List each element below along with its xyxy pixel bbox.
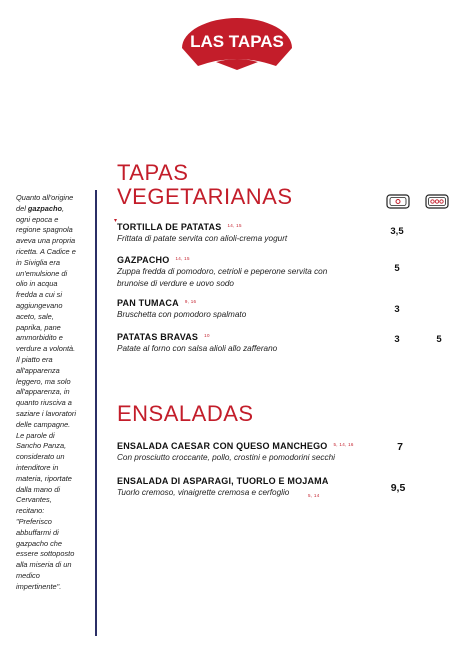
section-title-tapas-line2: VEGETARIANAS: [117, 184, 293, 209]
allergen-codes: 14, 15: [175, 256, 190, 261]
divider-line: [95, 190, 97, 636]
allergen-codes: 10: [204, 333, 210, 338]
menu-item-name: [117, 255, 190, 265]
item-name-text: TORTILLA DE PATATAS: [117, 222, 222, 232]
menu-item-name: [117, 441, 354, 451]
price-large: 5: [436, 334, 442, 345]
menu-item-name: ENSALADA DI ASPARAGI, TUORLO E MOJAMA: [117, 476, 329, 486]
menu-item-description: [117, 266, 327, 290]
item-name-text: PATATAS BRAVAS: [117, 332, 199, 342]
section-title-tapas: [117, 161, 293, 209]
menu-item-name: [117, 298, 196, 308]
menu-item-name: [117, 332, 210, 342]
menu-item-description: Patate al forno con salsa alioli allo zafferano: [117, 344, 278, 353]
logo-text: LAS TAPAS: [190, 32, 284, 51]
price-small: 3: [394, 334, 400, 345]
large-plate-icon: [425, 194, 449, 209]
price: 7: [397, 441, 403, 453]
menu-item-description: Frittata di patate servita con alioli-crema yogurt: [117, 234, 288, 243]
price-small: 5: [394, 263, 400, 274]
menu-item-description: Tuorlo cremoso, vinaigrette cremosa e cerfoglio: [117, 488, 290, 497]
las-tapas-logo: [176, 18, 298, 72]
allergen-codes: 5, 14, 16: [333, 442, 354, 447]
menu-item-name: [117, 222, 242, 232]
item-name-text: PAN TUMACA: [117, 298, 179, 308]
price-small: 3: [394, 304, 400, 315]
item-name-text: GAZPACHO: [117, 255, 170, 265]
price-small: 3,5: [390, 226, 404, 237]
sidebar-note-highlight: gazpacho: [27, 203, 63, 213]
sidebar-note: [16, 193, 78, 592]
price: 9,5: [390, 482, 406, 494]
description-line: brunoise di verdure e uovo sodo: [117, 279, 234, 288]
section-title-tapas-line1: TAPAS: [117, 160, 189, 185]
menu-item-description: Bruschetta con pomodoro spalmato: [117, 310, 247, 319]
description-line: Zuppa fredda di pomodoro, cetrioli e peperone servita con: [117, 267, 328, 276]
item-name-text: ENSALADA CAESAR CON QUESO MANCHEGO: [117, 441, 328, 451]
sidebar-note-text-end: , ogni epoca e regione spagnola aveva una propria ricetta. A Cadice e in Siviglia era un'emulsione di olio in acqua fredda a cui si aggiungevano aceto, sale, paprika, pane ammorbidito e verdure a volontà. Il piatto era all'apparenza leggero, ma solo all'apparenza, in quanto riusciva a saziare i lavoratori delle campagne. Le parole di Sancho Panza, considerato un intenditore in materia, riportate dalla mano di Cervantes, recitano: "Preferisco abbuffarmi di gazpacho che essere sottoposto alla miseria di un medico impertinente".: [16, 203, 76, 591]
allergen-codes: 9, 16: [184, 299, 197, 304]
section-title-ensaladas: ENSALADAS: [117, 401, 254, 426]
red-mark: ▾: [114, 218, 118, 224]
sidebar-note-text-start: Quanto all'origine del: [16, 193, 74, 213]
small-plate-icon: [386, 194, 410, 209]
allergen-codes: 14, 15: [227, 223, 242, 228]
menu-item-description: Con prosciutto croccante, pollo, crostini e pomodorini secchi: [117, 453, 335, 462]
allergen-codes: 5, 14: [308, 493, 320, 498]
